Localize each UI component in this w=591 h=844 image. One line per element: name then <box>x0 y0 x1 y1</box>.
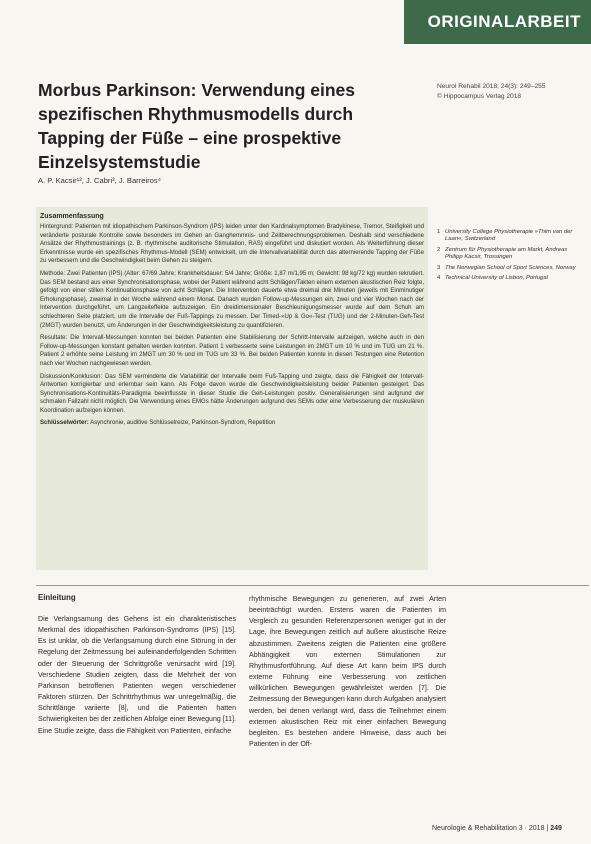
journal-name: Neurologie & Rehabilitation 3 · 2018 <box>432 825 545 832</box>
abstract-text: Das SEM verminderte die Variabilität der Intervalle beim Fuß-Tapping und zeigte, dass die Fähigkeit der Intervall-Antworten korrigierbar und erlernbar sein kann. Als Folge davon wurde die Geschwindigkeitsleistung beider Patienten gesteigert. Das Synchronisations-Kontinuitäts-Paradigma beeinflusste in dieser Studie die Geh-Leistungen positiv. Generalisierungen sind aufgrund der schmalen Fallzahl nicht möglich. Die Verwendung eines EMGs hätte Änderungen aufgrund des SEMs oder eine Verbesserung der muskulären Koordination aufzeigen können. <box>40 373 424 414</box>
affiliation-number: 4 <box>437 275 441 282</box>
abstract-heading: Zusammenfassung <box>40 213 104 220</box>
author-list: A. P. Kacsir¹², J. Cabri³, J. Barreiros⁴ <box>38 176 161 185</box>
section-banner: ORIGINALARBEIT <box>404 0 591 44</box>
keywords-text: Asynchronie, auditive Schlüsselreize, Parkinson-Syndrom, Repetition <box>88 420 276 427</box>
abstract-discussion <box>40 373 424 416</box>
intro-text-right: rhythmische Bewegungen zu generieren, auf zwei Arten beeinträchtigt wurden. Erstens waren die Patienten im Vergleich zu gesunden Referenzpersonen weniger gut in der Lage, ihre Bewegungen zeitlich auf äußere akustische Reize abzustimmen. Zweitens zeigten die Patienten eine größere Abhängigkeit von externen Stimulationen zur Rhythmusfortführung. Auf diese Art kann beim IPS durch externe Führung eine Verbesserung von zeitlichen willkürlichen Bewegungen gewährleistet werden [7]. Die Zeitmessung der Bewegungen kann durch Aufgaben analysiert werden, bei denen verlangt wird, dass die Teilnehmer einem externen akustischen Reiz mit einer einfachen Bewegung begleiten. Es bestehen andere Hinweise, dass auch bei Patienten in der Off- <box>249 596 446 749</box>
affiliation-text: The Norwegian School of Sport Sciences, Norway <box>445 264 576 271</box>
abstract-text: Patienten mit idiopathischem Parkinson-Syndrom (IPS) leiden unter den Kardinalsymptomen Bradykinese, Tremor, Steifigkeit und veränderte posturale Kontrolle sowie besonders im Gehen an Ganghemmnis- und Zeitberechnungsproblemen. Deshalb sind verschiedene Ansätze der Rhythmustrainings (z. B. rhythmische auditorische Stimulation, RAS) eingeführt und diskutiert worden. Als Weiterführung dieser Erkenntnisse wurde ein spezifisches Rhythmus-Modell (SEM) entwickelt, um die Intervallvariabilität durch das alternierende Tapping der Füße zu verbessern und die Geschwindigkeit beim Gehen zu steigern. <box>40 224 424 265</box>
affiliations <box>437 229 585 285</box>
citation-line: Neurol Rehabil 2018; 24(3): 249–255 <box>437 83 546 90</box>
article-title: Morbus Parkinson: Verwendung eines spezifischen Rhythmusmodells durch Tapping der Füße – eine prospektive Einzelsystemstudie <box>38 80 356 172</box>
abstract-text: Zwei Patienten (IPS) (Alter: 67/69 Jahre; Krankheitsdauer: 5/4 Jahre; Größe: 1,87 m/1,95 m; Gewicht: 98 kg/72 kg) wurden rekrutiert. Das SEM bestand aus einer Synchronisationsphase, wobei der Patient während acht Schlägen/Takten einem externen akustischen Reiz folgte, gefolgt von einer stillen Kontinuationsphase von acht Schlägen. Die Intervention dauerte etwa dreimal drei Minuten (jeweils mit Einminutiger Erholungsphase), zweimal in der Woche während einem Monat. Danach wurden Follow-up-Messungen ein, zwei und vier Wochen nach der Intervention durchgeführt, um Langzeiteffekte aufzuzeigen. Ein dreidimensionaler Beschleunigungsmesser wurde auf dem Schuh am schlechteren Seite platziert, um die Intervalle der Fuß-Tappings zu messen. Der Timed-»Up & Go«-Test (TUG) und der 2-Minuten-Geh-Test (2MGT) wurden benutzt, um Änderungen in der Geschwindigkeitsleistung zu quantifizieren. <box>40 270 424 329</box>
intro-text-left: Die Verlangsamung des Gehens ist ein charakteristisches Merkmal des idiopathischen Parkinson-Syndroms (IPS) [15]. Es ist unklar, ob die Verlangsamung durch eine Störung in der Regelung der Zeitmessung bei aufeinanderfolgenden Schritten oder der Steuerung der Schrittgröße verursacht wird [19]. Verschiedene Studien zeigten, dass die Mehrheit der von Parkinson betroffenen Patienten wegen verschiedener Faktoren stürzen. Der Schrittrhythmus war unregelmäßig, die Schrittlänge variierte [8], und die Patienten hatten Schwierigkeiten bei der zeitlichen Abfolge einer Bewegung [11]. Eine Studie zeigte, dass die Fähigkeit von Patienten, einfache <box>38 616 236 735</box>
abstract-text: Die Intervall-Messungen konnten bei beiden Patienten eine Stabilisierung der Schritt-Intervalle aufzeigen, welche auch in den Follow-up-Messungen konstant gehalten werden konnten. Patient 1 verbesserte seine Leistungen im 2MGT um 10 % und im TUG um 21 %. Patient 2 erhöhte seine Leistung im 2MGT um 30 % und im TUG um 33 %. Bei beiden Patienten konnte in diesen Testungen eine Retention nach vier Wochen nachgewiesen werden. <box>40 335 424 367</box>
footer-separator: | <box>544 825 551 832</box>
affiliation-item <box>437 265 585 272</box>
keywords <box>40 419 424 428</box>
citation-reference <box>437 82 582 102</box>
abstract-label: Methode: <box>40 270 66 277</box>
abstract-label: Diskussion/Konklusion: <box>40 373 103 380</box>
abstract-methods <box>40 270 424 330</box>
abstract-label: Resultate: <box>40 335 68 342</box>
page-footer <box>432 825 562 832</box>
section-divider <box>36 585 589 586</box>
affiliation-text: Technical University of Lisbon, Portugal <box>445 275 548 282</box>
keywords-label: Schlüsselwörter: <box>40 420 89 427</box>
affiliation-number: 3 <box>437 264 441 271</box>
abstract-label: Hintergrund: <box>40 224 74 230</box>
abstract-background <box>40 223 424 266</box>
intro-heading: Einleitung <box>38 593 76 602</box>
affiliation-item <box>437 247 585 262</box>
copyright-line: © Hippocampus Verlag 2018 <box>437 93 522 100</box>
affiliation-item <box>437 229 585 244</box>
abstract-box <box>36 207 428 570</box>
body-column-right <box>249 594 446 750</box>
affiliation-text: Zentrum für Physiotherapie am Markt, Andreas Philipp Kacsir, Trossingen <box>445 246 568 261</box>
body-column-left <box>38 593 236 737</box>
affiliation-text: University College Physiotherapie »Thim van der Laan«, Switzerland <box>445 229 573 243</box>
page-number: 249 <box>550 825 562 832</box>
affiliation-number: 1 <box>437 229 441 235</box>
affiliation-number: 2 <box>437 246 441 253</box>
affiliation-item <box>437 275 585 282</box>
abstract-results <box>40 334 424 368</box>
